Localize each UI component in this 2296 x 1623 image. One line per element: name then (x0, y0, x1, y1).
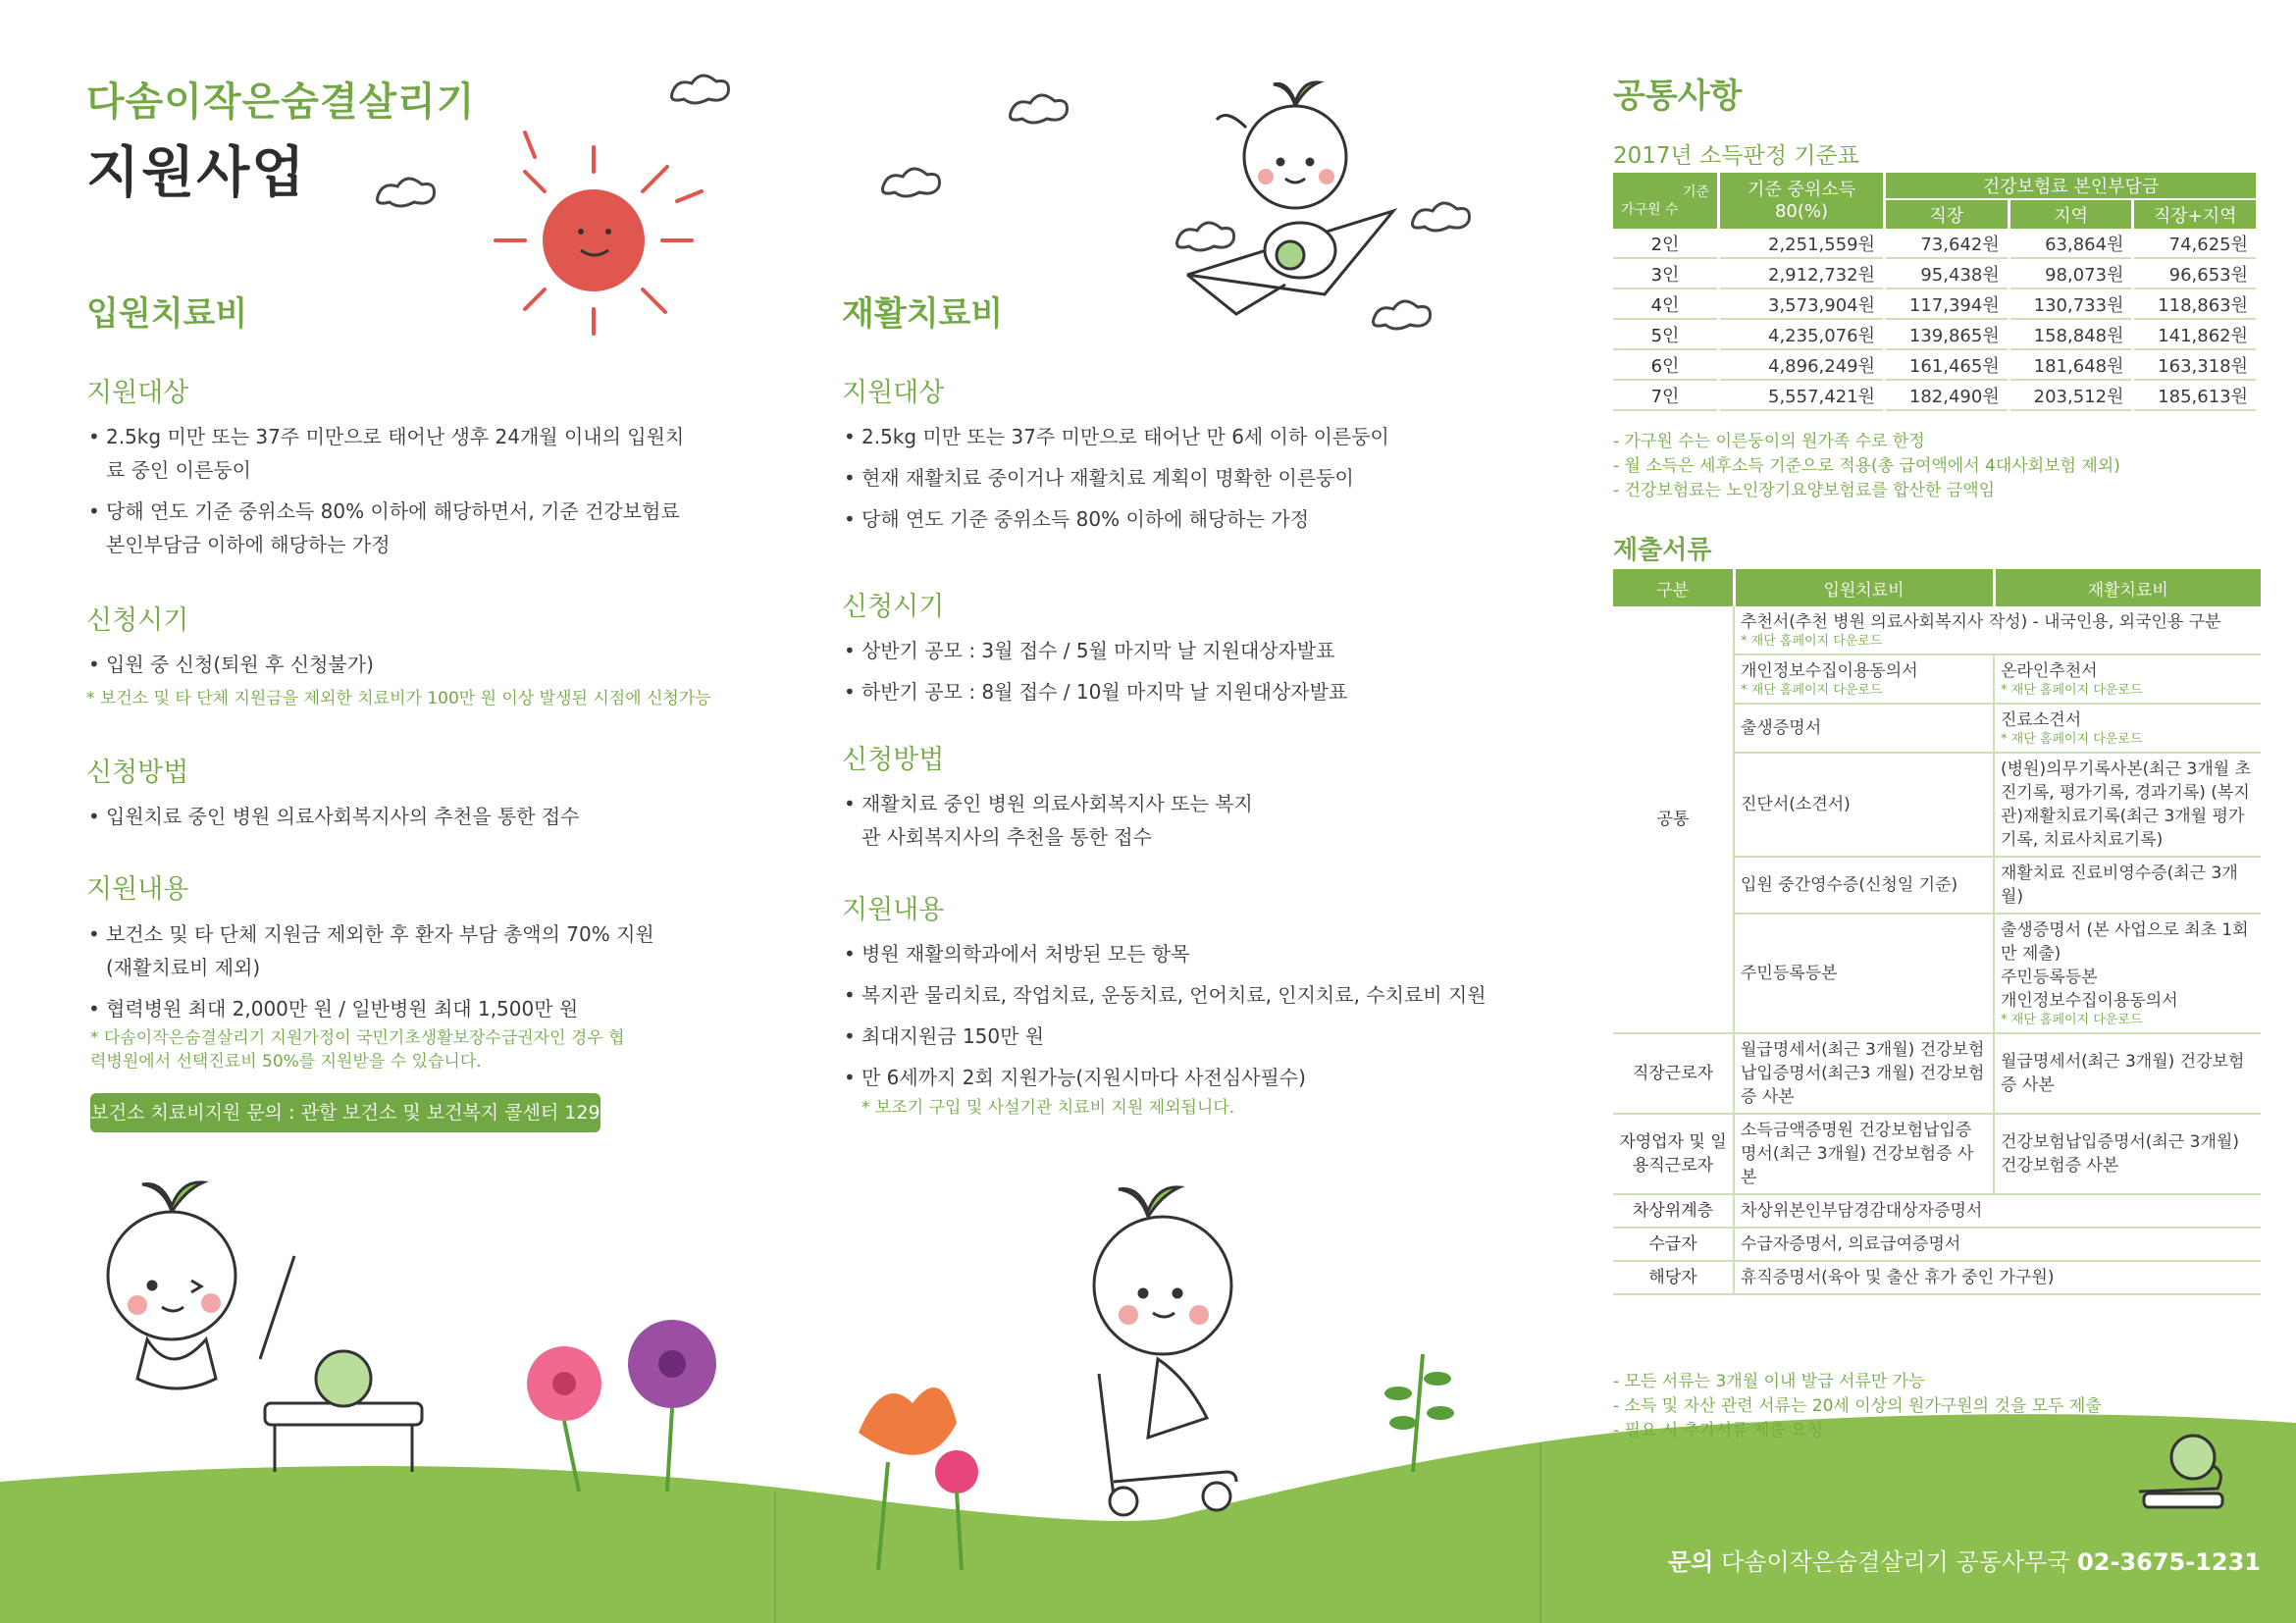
rehab-method-list (842, 787, 1254, 862)
list-item: • 입원 중 신청(퇴원 후 신청불가) (86, 648, 754, 681)
sun-illustration (496, 132, 702, 334)
table-row (1613, 1114, 2261, 1194)
doc-cell: 개인정보수집이용동의서 * 재단 홈페이지 다운로드 (1734, 654, 1994, 704)
table-row (1613, 380, 2256, 410)
household-cell: 2인 (1613, 229, 1719, 258)
list-item: • 상반기 공모 : 3월 접수 / 5월 마지막 날 지원대상자발표 (842, 634, 1509, 667)
hospital-content-note: * 다솜이작은숨결살리기 지원가정이 국민기초생활보장수급권자인 경우 협력병원에서 선택진료비 50%를 지원받을 수 있습니다. (90, 1028, 625, 1072)
note-line: - 필요 시 추가서류 제출 요청 (1613, 1421, 1823, 1440)
footer-label: 문의 (1668, 1548, 1714, 1576)
rehab-content-note: * 보조기 구입 및 사설기관 치료비 지원 제외됩니다. (861, 1098, 1235, 1118)
doc-cell: 건강보험납입증명서(최근 3개월) 건강보험증 사본 (1994, 1114, 2261, 1194)
doc-cell: 추천서(추천 병원 의료사회복지사 작성) - 내국인용, 외국인용 구분 * 재단 홈페이지 다운로드 (1734, 606, 2261, 654)
main-title: 지원사업 (86, 141, 307, 205)
premium-both-cell: 141,862원 (2133, 319, 2256, 349)
premium-both-cell: 118,863원 (2133, 288, 2256, 319)
premium-both-cell: 96,653원 (2133, 258, 2256, 288)
hospital-period-note: * 보건소 및 타 단체 지원금을 제외한 치료비가 100만 원 이상 발생된 시점에 신청가능 (86, 689, 711, 708)
doc-cell: 주민등록등본 (1734, 914, 1994, 1033)
note-line: - 소득 및 자산 관련 서류는 20세 이상의 원가구원의 것을 모두 제출 (1613, 1396, 2102, 1416)
premium-work-cell: 117,394원 (1885, 288, 2009, 319)
column-header: 재활치료비 (1994, 569, 2261, 606)
hospital-content-list (86, 917, 675, 1033)
series-title: 다솜이작은숨결살리기 (86, 79, 476, 125)
premium-both-cell: 185,613원 (2133, 380, 2256, 410)
premium-work-cell: 139,865원 (1885, 319, 2009, 349)
income-table-title: 2017년 소득판정 기준표 (1613, 143, 1859, 169)
premium-work-cell: 182,490원 (1885, 380, 2009, 410)
median-income-cell: 2,251,559원 (1719, 229, 1885, 258)
hospital-target-title: 지원대상 (86, 378, 189, 408)
table-row (1613, 1228, 2261, 1261)
premium-work-cell: 73,642원 (1885, 229, 2009, 258)
note-line: - 가구원 수는 이른둥이의 원가족 수로 한정 (1613, 432, 1925, 451)
hospital-content-title: 지원내용 (86, 874, 189, 905)
rehab-period-list (842, 634, 1509, 716)
income-notes (1613, 430, 2120, 503)
doc-cell: 입원 중간영수증(신청일 기준) (1734, 857, 1994, 914)
column-header: 기준 중위소득 80(%) (1719, 173, 1885, 229)
doc-cell: 온라인추천서 * 재단 홈페이지 다운로드 (1994, 654, 2261, 704)
docs-title: 제출서류 (1613, 536, 1712, 565)
required-documents-table (1613, 569, 2261, 1295)
list-item: • 협력병원 최대 2,000만 원 / 일반병원 최대 1,500만 원 (86, 992, 675, 1025)
doc-cell: (병원)의무기록사본(최근 3개월 초진기록, 평가기록, 경과기록) (복지관)재활치료기록(최근 3개월 평가기록, 치료사치료기록) (1994, 753, 2261, 857)
baby-on-scooter-illustration (1094, 1187, 1236, 1515)
note-line: - 모든 서류는 3개월 이내 발급 서류만 가능 (1613, 1372, 1925, 1391)
household-cell: 7인 (1613, 380, 1719, 410)
premium-region-cell: 181,648원 (2009, 349, 2133, 380)
doc-cell: 차상위본인부담경감대상자증명서 (1734, 1194, 2261, 1228)
doc-cell: 수급자증명서, 의료급여증명서 (1734, 1228, 2261, 1261)
table-row (1613, 1261, 2261, 1294)
doc-cell: 월급명세서(최근 3개월) 건강보험납입증명서(최근3 개월) 건강보험증 사본 (1734, 1033, 1994, 1114)
table-corner-cell: 기준 가구원 수 (1613, 173, 1719, 229)
category-cell: 해당자 (1613, 1261, 1734, 1294)
category-cell: 공통 (1613, 606, 1734, 1033)
table-row (1613, 349, 2256, 380)
table-row (1613, 1033, 2261, 1114)
table-row (1613, 288, 2256, 319)
table-row (1613, 606, 2261, 654)
table-row (1613, 229, 2256, 258)
health-center-contact-badge: 보건소 치료비지원 문의 : 관할 보건소 및 보건복지 콜센터 129번 (90, 1093, 600, 1132)
income-criteria-table (1613, 173, 2256, 411)
list-item: • 최대지원금 150만 원 (842, 1020, 1509, 1053)
category-cell: 직장근로자 (1613, 1033, 1734, 1114)
hospital-period-list (86, 648, 754, 689)
table-row (1613, 258, 2256, 288)
premium-both-cell: 74,625원 (2133, 229, 2256, 258)
list-item: • 하반기 공모 : 8월 접수 / 10월 마지막 날 지원대상자발표 (842, 675, 1509, 708)
rehab-content-list (842, 937, 1509, 1102)
hospital-section-title: 입원치료비 (86, 294, 248, 334)
doc-cell: 출생증명서 (본 사업으로 최초 1회만 제출) 주민등록등본 개인정보수집이용동의서 * 재단 홈페이지 다운로드 (1994, 914, 2261, 1033)
premium-work-cell: 161,465원 (1885, 349, 2009, 380)
list-item: • 당해 연도 기준 중위소득 80% 이하에 해당하면서, 기준 건강보험료 본인부담금 이하에 해당하는 가정 (86, 495, 695, 561)
column-header: 입원치료비 (1734, 569, 1994, 606)
hospital-method-title: 신청방법 (86, 758, 189, 788)
rehab-target-title: 지원대상 (842, 378, 945, 408)
doc-cell: 소득금액증명원 건강보험납입증명서(최근 3개월) 건강보험증 사본 (1734, 1114, 1994, 1194)
list-item: • 병원 재활의학과에서 처방된 모든 항목 (842, 937, 1509, 970)
premium-region-cell: 98,073원 (2009, 258, 2133, 288)
premium-work-cell: 95,438원 (1885, 258, 2009, 288)
note-line: - 월 소득은 세후소득 기준으로 적용(총 급여액에서 4대사회보험 제외) (1613, 456, 2120, 476)
premium-region-cell: 203,512원 (2009, 380, 2133, 410)
column-header: 지역 (2009, 199, 2133, 229)
median-income-cell: 2,912,732원 (1719, 258, 1885, 288)
doc-cell: 출생증명서 (1734, 704, 1994, 753)
column-header: 직장+지역 (2133, 199, 2256, 229)
doc-cell: 진료소견서 * 재단 홈페이지 다운로드 (1994, 704, 2261, 753)
footer-phone: 02-3675-1231 (2077, 1548, 2261, 1576)
premium-region-cell: 158,848원 (2009, 319, 2133, 349)
plant-illustration (1384, 1354, 1454, 1472)
median-income-cell: 4,896,249원 (1719, 349, 1885, 380)
common-section-title: 공통사항 (1613, 77, 1743, 116)
rehab-method-title: 신청방법 (842, 745, 945, 775)
doc-cell: 재활치료 진료비영수증(최근 3개월) (1994, 857, 2261, 914)
baby-with-syringe-illustration (108, 1182, 422, 1472)
table-row (1613, 1194, 2261, 1228)
median-income-cell: 4,235,076원 (1719, 319, 1885, 349)
median-income-cell: 5,557,421원 (1719, 380, 1885, 410)
baby-on-plane-illustration (1187, 82, 1393, 314)
household-cell: 3인 (1613, 258, 1719, 288)
premium-region-cell: 130,733원 (2009, 288, 2133, 319)
list-item: • 당해 연도 기준 중위소득 80% 이하에 해당하는 가정 (842, 502, 1509, 536)
doc-cell: 진단서(소견서) (1734, 753, 1994, 857)
rehab-period-title: 신청시기 (842, 592, 945, 622)
list-item: • 입원치료 중인 병원 의료사회복지사의 추천을 통한 접수 (86, 800, 754, 833)
list-item: • 만 6세까지 2회 지원가능(지원시마다 사전심사필수) (842, 1061, 1509, 1094)
household-cell: 6인 (1613, 349, 1719, 380)
list-item: • 보건소 및 타 단체 지원금 제외한 후 환자 부담 총액의 70% 지원 (재활치료비 제외) (86, 917, 675, 984)
premium-region-cell: 63,864원 (2009, 229, 2133, 258)
hospital-target-list (86, 420, 695, 569)
list-item: • 2.5kg 미만 또는 37주 미만으로 태어난 만 6세 이하 이른둥이 (842, 420, 1509, 453)
list-item: • 2.5kg 미만 또는 37주 미만으로 태어난 생후 24개월 이내의 입원치료 중인 이른둥이 (86, 420, 695, 487)
table-row (1613, 319, 2256, 349)
hospital-method-list (86, 800, 754, 841)
category-cell: 차상위계층 (1613, 1194, 1734, 1228)
list-item: • 복지관 물리치료, 작업치료, 운동치료, 언어치료, 인지치료, 수치료비 지원 (842, 978, 1509, 1012)
column-header: 구분 (1613, 569, 1734, 606)
list-item: • 현재 재활치료 중이거나 재활치료 계획이 명확한 이른둥이 (842, 461, 1509, 495)
docs-notes (1613, 1370, 2102, 1443)
footer-org: 다솜이작은숨결살리기 공동사무국 (1721, 1548, 2070, 1576)
grass-hill (0, 1414, 2296, 1623)
category-cell: 자영업자 및 일용직근로자 (1613, 1114, 1734, 1194)
doc-cell: 월급명세서(최근 3개월) 건강보험증 사본 (1994, 1033, 2261, 1114)
rehab-section-title: 재활치료비 (842, 294, 1004, 334)
note-line: - 건강보험료는 노인장기요양보험료를 합산한 금액임 (1613, 481, 1996, 500)
rehab-content-title: 지원내용 (842, 895, 945, 925)
rehab-target-list (842, 420, 1509, 544)
category-cell: 수급자 (1613, 1228, 1734, 1261)
column-group-header: 건강보험료 본인부담금 (1885, 173, 2257, 199)
doc-cell: 휴직증명서(육아 및 출산 휴가 중인 가구원) (1734, 1261, 2261, 1294)
list-item: • 재활치료 중인 병원 의료사회복지사 또는 복지관 사회복지사의 추천을 통한 접수 (842, 787, 1254, 854)
footer-contact (1668, 1543, 2261, 1577)
median-income-cell: 3,573,904원 (1719, 288, 1885, 319)
household-cell: 4인 (1613, 288, 1719, 319)
household-cell: 5인 (1613, 319, 1719, 349)
hospital-period-title: 신청시기 (86, 605, 189, 636)
column-header: 직장 (1885, 199, 2009, 229)
premium-both-cell: 163,318원 (2133, 349, 2256, 380)
